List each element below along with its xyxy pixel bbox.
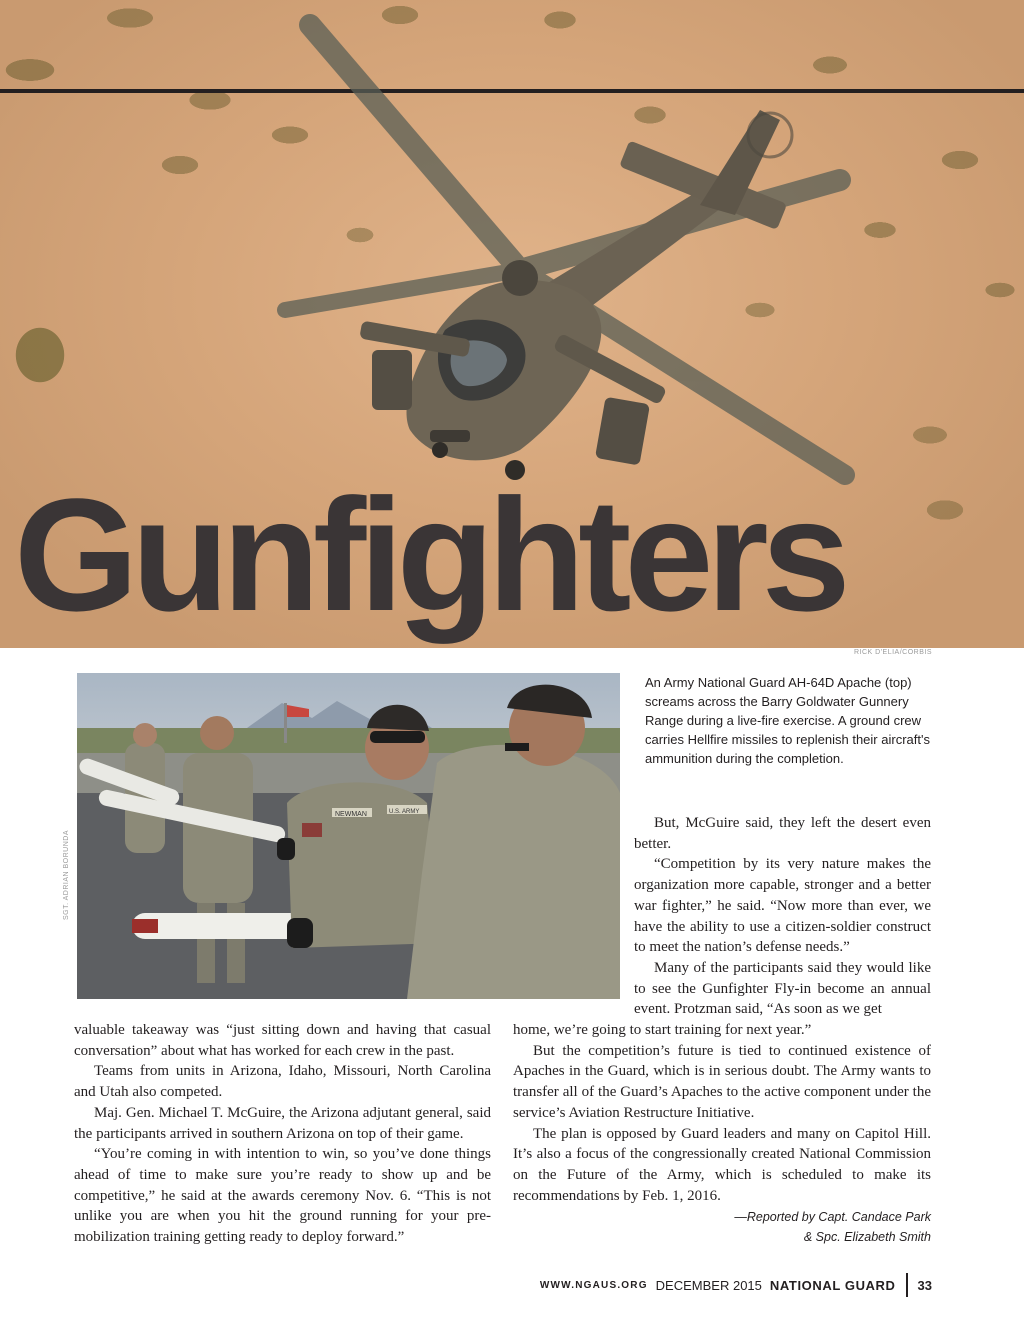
footer-url: WWW.NGAUS.ORG (539, 1279, 648, 1291)
page-number: 33 (917, 1277, 932, 1293)
inset-photo-credit: SGT. ADRIAN BORUNDA (63, 829, 70, 920)
paragraph: The plan is opposed by Guard leaders and many on Capitol Hill. It’s also a focus of the congressionally created National Commission on the Future of the Army, which is scheduled to make its recommendations by Feb. 1, 2016. (513, 1125, 931, 1204)
paragraph: home, we’re going to start training for next year.” (513, 1022, 812, 1038)
footer-magazine-name: NATIONAL GUARD (769, 1277, 896, 1293)
paragraph: But the competition’s future is tied to continued existence of Apaches in the Guard, which is in serious doubt. The Army wants to transfer all of the Guard’s Apaches to the active component under the service’s Aviation Restructure Initiative. (513, 1042, 931, 1121)
hero-photo (0, 0, 1024, 648)
body-column-right-bottom (513, 1020, 931, 1206)
photo-caption: An Army National Guard AH-64D Apache (top) screams across the Barry Goldwater Gunnery Range during a live-fire exercise. A ground crew carries Hellfire missiles to replenish their aircraft's ammunition during the completion. (645, 675, 930, 766)
ground-crew-photo (77, 673, 620, 999)
nametape-left: NEWMAN (335, 811, 367, 818)
paragraph: “Competition by its very nature makes the organization more capable, stronger and a better war fighter,” he said. “Now more than ever, we have the ability to use a citizen-soldier construct to meet the nation’s defense needs.” (634, 856, 931, 956)
body-column-right-top (634, 813, 931, 1020)
footer-date: DECEMBER 2015 (655, 1277, 762, 1293)
paragraph: But, McGuire said, they left the desert even better. (634, 815, 931, 852)
body-column-left (74, 1020, 491, 1248)
footer-divider (906, 1273, 908, 1297)
paragraph: Teams from units in Arizona, Idaho, Missouri, North Carolina and Utah also competed. (74, 1063, 491, 1101)
hero-photo-credit: RICK D'ELIA/CORBIS (853, 649, 932, 656)
paragraph: “You’re coming in with intention to win, so you’ve done things ahead of time to make sure you’re ready to show up and be competitive,” he said at the awards ceremony Nov. 6. “This is not unlike you are when you hit the ground running for your pre-mobilization training getting ready to deploy forward.” (74, 1146, 491, 1246)
page-footer (540, 1273, 932, 1297)
paragraph: Maj. Gen. Michael T. McGuire, the Arizona adjutant general, said the participants arrived in southern Arizona on top of their game. (74, 1104, 491, 1142)
paragraph: Many of the participants said they would like to see the Gunfighter Fly-in become an annual event. Protzman said, “As soon as we get (634, 959, 931, 1018)
paragraph: valuable takeaway was “just sitting down and having that casual conversation” about what has worked for each crew in the past. (74, 1022, 491, 1059)
byline-line-1: —Reported by Capt. Candace Park (734, 1210, 931, 1224)
byline-line-2: & Spc. Elizabeth Smith (803, 1230, 931, 1244)
ground-crew-illustration (77, 673, 620, 999)
byline (734, 1207, 931, 1247)
nametape-right: U.S. ARMY (389, 809, 420, 815)
article-title: Gunfighters (14, 465, 844, 644)
